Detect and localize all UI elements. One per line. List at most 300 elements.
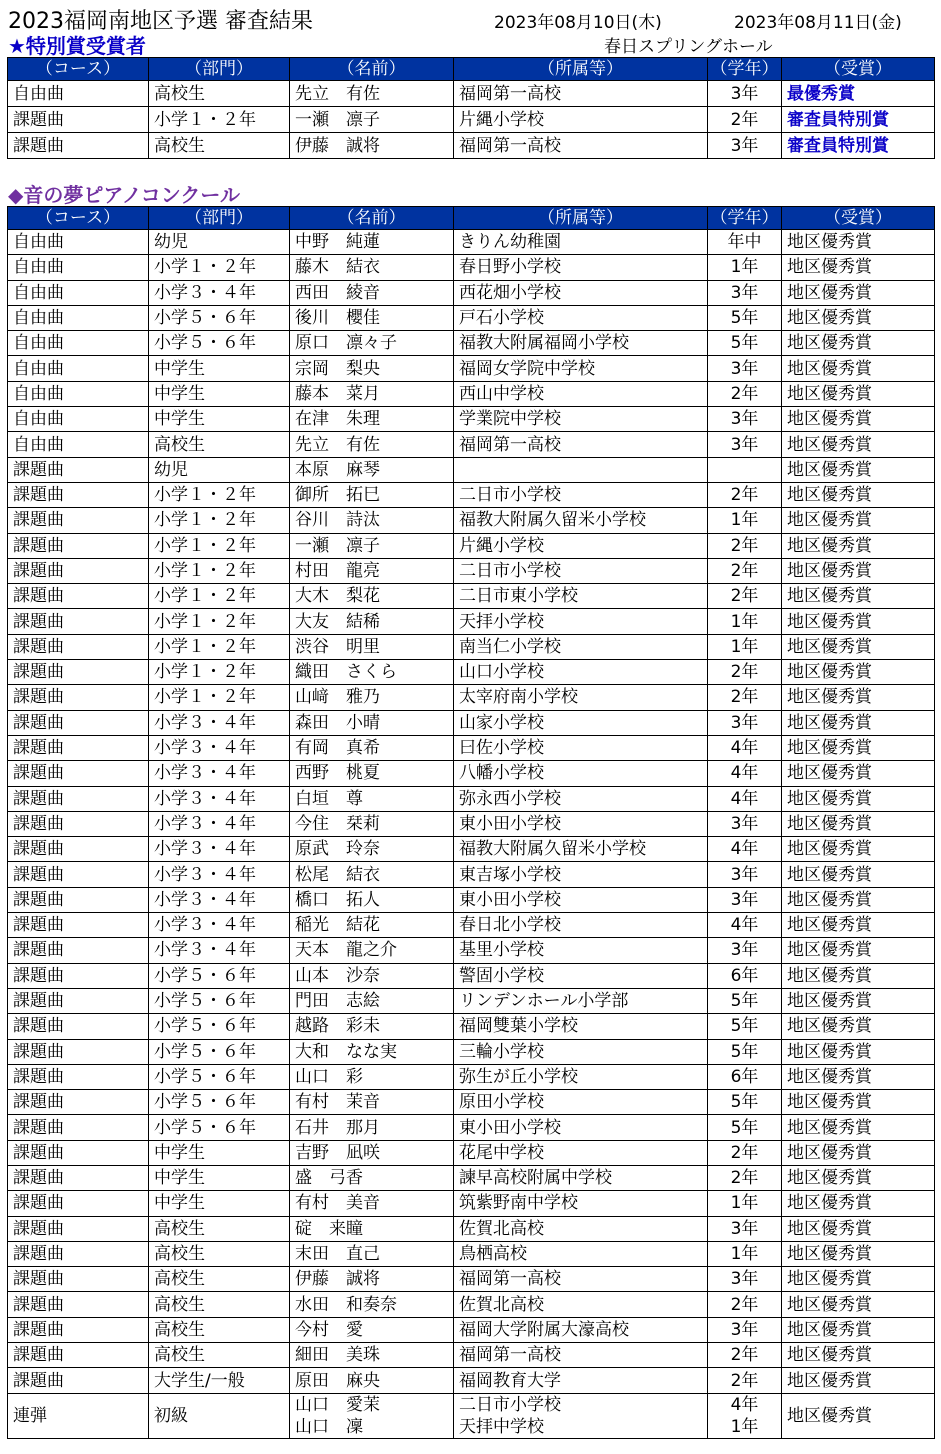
cell-name-2: 山口 凜: [295, 1416, 363, 1437]
cell-course: 課題曲: [8, 735, 149, 760]
table-row: [8, 1368, 935, 1393]
cell-name: 山本 沙奈: [290, 963, 454, 988]
cell-course: 課題曲: [8, 1368, 149, 1393]
special-awards-body: [8, 81, 935, 159]
cell-course: 課題曲: [8, 1343, 149, 1368]
cell-name: 宗岡 梨央: [290, 356, 454, 381]
cell-course: 課題曲: [8, 913, 149, 938]
table-row: [8, 963, 935, 988]
cell-name: 後川 櫻佳: [290, 305, 454, 330]
cell-grade: 1年: [708, 255, 782, 280]
cell-name: 今住 栞莉: [290, 811, 454, 836]
cell-award: 地区優秀賞: [782, 255, 935, 280]
cell-grade: 2年: [708, 107, 782, 133]
cell-award: 地区優秀賞: [782, 381, 935, 406]
cell-affiliation: 筑紫野南中学校: [454, 1191, 708, 1216]
table-row: [8, 81, 935, 107]
cell-award: 地区優秀賞: [782, 1343, 935, 1368]
cell-course: 課題曲: [8, 508, 149, 533]
cell-course: 課題曲: [8, 558, 149, 583]
cell-division: 小学５・６年: [149, 1064, 290, 1089]
table-row: [8, 381, 935, 406]
cell-grade: 年中: [708, 230, 782, 255]
table-row: [8, 710, 935, 735]
cell-name: 今村 愛: [290, 1317, 454, 1342]
table-row: [8, 107, 935, 133]
cell-division: 小学３・４年: [149, 786, 290, 811]
cell-division: 大学生/一般: [149, 1368, 290, 1393]
table-row: [8, 305, 935, 330]
table-row: [8, 735, 935, 760]
cell-grade: 5年: [708, 1039, 782, 1064]
cell-course: 課題曲: [8, 786, 149, 811]
cell-affiliation: 福岡第一高校: [454, 1343, 708, 1368]
cell-division: 小学５・６年: [149, 1039, 290, 1064]
table-row: [8, 811, 935, 836]
cell-affiliation: 鳥栖高校: [454, 1241, 708, 1266]
cell-affiliation: 二日市小学校: [454, 558, 708, 583]
cell-award: 地区優秀賞: [782, 660, 935, 685]
cell-award: 地区優秀賞: [782, 1241, 935, 1266]
cell-affiliation: きりん幼稚園: [454, 230, 708, 255]
cell-division: 小学５・６年: [149, 305, 290, 330]
col-header-affiliation: （所属等）: [454, 207, 708, 230]
cell-affiliation: 春日野小学校: [454, 255, 708, 280]
cell-name: 先立 有佐: [290, 81, 454, 107]
cell-affiliation: 福岡第一高校: [454, 432, 708, 457]
cell-name: 先立 有佐: [290, 432, 454, 457]
cell-name: 水田 和奏奈: [290, 1292, 454, 1317]
cell-course: 自由曲: [8, 81, 149, 107]
cell-name: 大和 なな実: [290, 1039, 454, 1064]
cell-division: 小学１・２年: [149, 634, 290, 659]
cell-award: 地区優秀賞: [782, 356, 935, 381]
cell-grade: 4年: [708, 837, 782, 862]
cell-grade: 4年: [708, 761, 782, 786]
cell-affiliation: 福岡女学院中学校: [454, 356, 708, 381]
cell-name: 松尾 結衣: [290, 862, 454, 887]
cell-affiliation: 三輪小学校: [454, 1039, 708, 1064]
cell-name: 石井 那月: [290, 1115, 454, 1140]
cell-grade: 3年: [708, 887, 782, 912]
cell-grade: [708, 457, 782, 482]
cell-division: 初級: [149, 1393, 290, 1438]
cell-award: 地区優秀賞: [782, 1039, 935, 1064]
cell-affiliation-2: 天拝中学校: [459, 1416, 544, 1437]
cell-grade: 5年: [708, 331, 782, 356]
cell-name: 一瀬 凛子: [290, 107, 454, 133]
cell-division: 高校生: [149, 1343, 290, 1368]
cell-course: 課題曲: [8, 1140, 149, 1165]
cell-award: 地区優秀賞: [782, 1267, 935, 1292]
cell-name: 一瀬 凛子: [290, 533, 454, 558]
cell-affiliation: 春日北小学校: [454, 913, 708, 938]
cell-grade-1: 4年: [730, 1394, 759, 1415]
col-header-division: （部門）: [149, 58, 290, 81]
cell-affiliation: 花尾中学校: [454, 1140, 708, 1165]
cell-affiliation: 山家小学校: [454, 710, 708, 735]
cell-division: 小学５・６年: [149, 988, 290, 1013]
cell-grade: 1年: [708, 634, 782, 659]
cell-course: 課題曲: [8, 1165, 149, 1190]
cell-award: 地区優秀賞: [782, 533, 935, 558]
cell-course: 自由曲: [8, 255, 149, 280]
table-row: [8, 432, 935, 457]
contest-results-table: [7, 206, 935, 1439]
event-date-2: 2023年08月11日(金): [734, 13, 902, 33]
cell-affiliation: 原田小学校: [454, 1090, 708, 1115]
cell-affiliation: 福岡雙葉小学校: [454, 1014, 708, 1039]
cell-grade: 2年: [708, 1165, 782, 1190]
cell-grade: 4年: [708, 913, 782, 938]
cell-grade: 2年: [708, 584, 782, 609]
table-row: [8, 533, 935, 558]
cell-affiliation: 基里小学校: [454, 938, 708, 963]
cell-course: 課題曲: [8, 862, 149, 887]
cell-name: 原武 玲奈: [290, 837, 454, 862]
cell-division: 小学３・４年: [149, 913, 290, 938]
cell-award: 地区優秀賞: [782, 1216, 935, 1241]
table-row: [8, 1216, 935, 1241]
table-row: [8, 887, 935, 912]
cell-affiliation: 曰佐小学校: [454, 735, 708, 760]
cell-affiliation: 福岡教育大学: [454, 1368, 708, 1393]
table-row: [8, 837, 935, 862]
cell-course: 課題曲: [8, 811, 149, 836]
cell-course: 課題曲: [8, 1115, 149, 1140]
venue-name: 春日スプリングホール: [604, 37, 773, 57]
cell-grade: 5年: [708, 1090, 782, 1115]
cell-award: 地区優秀賞: [782, 1292, 935, 1317]
cell-course: 課題曲: [8, 1039, 149, 1064]
table-row: [8, 482, 935, 507]
cell-name: 橋口 拓人: [290, 887, 454, 912]
cell-affiliation: 福教大附属福岡小学校: [454, 331, 708, 356]
cell-award: 地区優秀賞: [782, 1191, 935, 1216]
cell-affiliation: 福岡大学附属大濠高校: [454, 1317, 708, 1342]
table-row: [8, 1267, 935, 1292]
cell-award: 地区優秀賞: [782, 988, 935, 1013]
cell-award: 地区優秀賞: [782, 938, 935, 963]
cell-grade: 3年: [708, 356, 782, 381]
cell-affiliation: 八幡小学校: [454, 761, 708, 786]
cell-award: 地区優秀賞: [782, 811, 935, 836]
cell-name: 本原 麻琴: [290, 457, 454, 482]
cell-division: 小学１・２年: [149, 107, 290, 133]
cell-grade: 2年: [708, 1343, 782, 1368]
cell-name: 西野 桃夏: [290, 761, 454, 786]
cell-grade: 3年: [708, 1317, 782, 1342]
table-row: [8, 1014, 935, 1039]
cell-course: 課題曲: [8, 107, 149, 133]
cell-course: 自由曲: [8, 356, 149, 381]
cell-division: 小学３・４年: [149, 862, 290, 887]
cell-division: 小学５・６年: [149, 963, 290, 988]
col-header-name: （名前）: [290, 207, 454, 230]
cell-name: 谷川 詩汰: [290, 508, 454, 533]
cell-course: 自由曲: [8, 230, 149, 255]
table-row: [8, 1343, 935, 1368]
table-row: [8, 508, 935, 533]
cell-affiliation: 警固小学校: [454, 963, 708, 988]
cell-affiliation: 諫早高校附属中学校: [454, 1165, 708, 1190]
cell-name: 織田 さくら: [290, 660, 454, 685]
cell-grade: 2年: [708, 533, 782, 558]
cell-division: 高校生: [149, 81, 290, 107]
cell-award: 地区優秀賞: [782, 634, 935, 659]
cell-affiliation: リンデンホール小学部: [454, 988, 708, 1013]
cell-course: 課題曲: [8, 1317, 149, 1342]
cell-grades: [708, 1393, 782, 1438]
cell-name: 大木 梨花: [290, 584, 454, 609]
cell-affiliation: 福岡第一高校: [454, 1267, 708, 1292]
cell-award: 地区優秀賞: [782, 862, 935, 887]
cell-grade: 3年: [708, 407, 782, 432]
col-header-course: （コース）: [8, 58, 149, 81]
cell-affiliation: 福教大附属久留米小学校: [454, 508, 708, 533]
cell-division: 高校生: [149, 1317, 290, 1342]
table-row: [8, 660, 935, 685]
table-row: [8, 255, 935, 280]
cell-grade: 3年: [708, 133, 782, 159]
cell-division: 小学３・４年: [149, 938, 290, 963]
cell-award: 地区優秀賞: [782, 280, 935, 305]
table-row: [8, 609, 935, 634]
cell-name: 渋谷 明里: [290, 634, 454, 659]
cell-grade: 4年: [708, 786, 782, 811]
cell-division: 小学３・４年: [149, 761, 290, 786]
cell-affiliations: [454, 1393, 708, 1438]
cell-grade: 1年: [708, 1241, 782, 1266]
cell-affiliation: 二日市東小学校: [454, 584, 708, 609]
cell-award: 地区優秀賞: [782, 1317, 935, 1342]
table-row: [8, 1241, 935, 1266]
cell-name: 在津 朱理: [290, 407, 454, 432]
cell-award: 地区優秀賞: [782, 1014, 935, 1039]
cell-award: 地区優秀賞: [782, 887, 935, 912]
cell-grade: 3年: [708, 862, 782, 887]
cell-affiliation: 山口小学校: [454, 660, 708, 685]
cell-course: 課題曲: [8, 1216, 149, 1241]
cell-award: 地区優秀賞: [782, 1165, 935, 1190]
cell-course: 課題曲: [8, 1267, 149, 1292]
col-header-affiliation: （所属等）: [454, 58, 708, 81]
cell-grade: 5年: [708, 305, 782, 330]
cell-grade: 2年: [708, 381, 782, 406]
cell-course: 課題曲: [8, 1014, 149, 1039]
cell-course: 自由曲: [8, 407, 149, 432]
cell-division: 高校生: [149, 1216, 290, 1241]
table-row: [8, 1140, 935, 1165]
cell-affiliation: 戸石小学校: [454, 305, 708, 330]
cell-award: 地区優秀賞: [782, 407, 935, 432]
cell-division: 高校生: [149, 432, 290, 457]
cell-division: 中学生: [149, 1191, 290, 1216]
cell-course: 課題曲: [8, 1064, 149, 1089]
cell-name: 西田 綾音: [290, 280, 454, 305]
cell-award: 地区優秀賞: [782, 1090, 935, 1115]
table-row: [8, 988, 935, 1013]
page-title: 2023福岡南地区予選 審査結果: [8, 9, 313, 34]
cell-grade: 3年: [708, 811, 782, 836]
cell-division: 小学１・２年: [149, 685, 290, 710]
table-row: [8, 1165, 935, 1190]
cell-division: 中学生: [149, 1140, 290, 1165]
cell-grade: 4年: [708, 735, 782, 760]
cell-grade: 3年: [708, 710, 782, 735]
cell-course: 課題曲: [8, 761, 149, 786]
cell-name: 越路 彩未: [290, 1014, 454, 1039]
cell-course: 課題曲: [8, 1090, 149, 1115]
cell-division: 小学３・４年: [149, 811, 290, 836]
cell-affiliation: 西花畑小学校: [454, 280, 708, 305]
cell-division: 小学３・４年: [149, 887, 290, 912]
cell-affiliation: [454, 457, 708, 482]
cell-division: 小学１・２年: [149, 482, 290, 507]
cell-grade: 2年: [708, 1140, 782, 1165]
cell-name: 中野 純蓮: [290, 230, 454, 255]
cell-grade: 2年: [708, 685, 782, 710]
special-awards-heading: ★特別賞受賞者: [8, 34, 146, 58]
cell-grade: 1年: [708, 609, 782, 634]
table-row: [8, 280, 935, 305]
contest-results-body: [8, 230, 935, 1394]
cell-course: 連弾: [8, 1393, 149, 1438]
cell-name: 山﨑 雅乃: [290, 685, 454, 710]
table-row: [8, 913, 935, 938]
cell-award: 地区優秀賞: [782, 1064, 935, 1089]
cell-affiliation: 東吉塚小学校: [454, 862, 708, 887]
cell-division: 中学生: [149, 356, 290, 381]
cell-award: 地区優秀賞: [782, 837, 935, 862]
cell-division: 小学５・６年: [149, 331, 290, 356]
cell-affiliation: 東小田小学校: [454, 887, 708, 912]
cell-grade: 3年: [708, 81, 782, 107]
cell-grade: 2年: [708, 1292, 782, 1317]
cell-grade: 5年: [708, 988, 782, 1013]
cell-division: 小学１・２年: [149, 255, 290, 280]
cell-name: 大友 結稀: [290, 609, 454, 634]
cell-affiliation: 学業院中学校: [454, 407, 708, 432]
cell-name: 原田 麻央: [290, 1368, 454, 1393]
contest-header-row: [8, 207, 935, 230]
cell-division: 小学１・２年: [149, 533, 290, 558]
col-header-course: （コース）: [8, 207, 149, 230]
cell-award: 地区優秀賞: [782, 558, 935, 583]
cell-name: 細田 美珠: [290, 1343, 454, 1368]
cell-grade: 2年: [708, 1368, 782, 1393]
cell-grade: 2年: [708, 558, 782, 583]
cell-name: 盛 弓香: [290, 1165, 454, 1190]
special-awards-table: [7, 57, 935, 159]
table-row: [8, 407, 935, 432]
cell-affiliation: 天拝小学校: [454, 609, 708, 634]
special-header-row: [8, 58, 935, 81]
cell-course: 課題曲: [8, 584, 149, 609]
cell-division: 中学生: [149, 407, 290, 432]
cell-name: 伊藤 誠将: [290, 133, 454, 159]
cell-course: 自由曲: [8, 331, 149, 356]
cell-award: 最優秀賞: [782, 81, 935, 107]
cell-affiliation: 佐賀北高校: [454, 1216, 708, 1241]
table-row: [8, 331, 935, 356]
cell-award: 地区優秀賞: [782, 710, 935, 735]
cell-division: 小学１・２年: [149, 660, 290, 685]
cell-affiliation: 東小田小学校: [454, 811, 708, 836]
table-row: [8, 786, 935, 811]
cell-award: 地区優秀賞: [782, 913, 935, 938]
cell-name: 御所 拓巳: [290, 482, 454, 507]
cell-course: 課題曲: [8, 1292, 149, 1317]
cell-name-1: 山口 愛茉: [295, 1394, 380, 1415]
cell-award: 地区優秀賞: [782, 786, 935, 811]
table-row: [8, 457, 935, 482]
cell-affiliation-1: 二日市小学校: [459, 1394, 561, 1415]
col-header-award: （受賞）: [782, 207, 935, 230]
cell-name: 藤本 菜月: [290, 381, 454, 406]
cell-division: 中学生: [149, 381, 290, 406]
cell-award: 地区優秀賞: [782, 1393, 935, 1438]
cell-affiliation: 福岡第一高校: [454, 133, 708, 159]
cell-grade: 3年: [708, 938, 782, 963]
cell-affiliation: 福教大附属久留米小学校: [454, 837, 708, 862]
cell-course: 課題曲: [8, 837, 149, 862]
cell-name: 天本 龍之介: [290, 938, 454, 963]
col-header-grade: （学年）: [708, 207, 782, 230]
cell-affiliation: 弥生が丘小学校: [454, 1064, 708, 1089]
cell-name: 末田 直己: [290, 1241, 454, 1266]
cell-affiliation: 二日市小学校: [454, 482, 708, 507]
cell-award: 地区優秀賞: [782, 230, 935, 255]
cell-division: 幼児: [149, 457, 290, 482]
cell-division: 高校生: [149, 1267, 290, 1292]
table-row: [8, 634, 935, 659]
cell-affiliation: 片縄小学校: [454, 107, 708, 133]
cell-grade: 1年: [708, 1191, 782, 1216]
cell-grade: 3年: [708, 280, 782, 305]
cell-award: 審査員特別賞: [782, 133, 935, 159]
cell-award: 地区優秀賞: [782, 1368, 935, 1393]
cell-name: 有村 茉音: [290, 1090, 454, 1115]
cell-grade: 3年: [708, 1267, 782, 1292]
cell-name: 森田 小晴: [290, 710, 454, 735]
cell-course: 課題曲: [8, 660, 149, 685]
table-row: [8, 230, 935, 255]
cell-division: 小学５・６年: [149, 1014, 290, 1039]
table-row: [8, 1039, 935, 1064]
cell-course: 自由曲: [8, 381, 149, 406]
cell-division: 小学１・２年: [149, 508, 290, 533]
cell-division: 高校生: [149, 1241, 290, 1266]
cell-course: 課題曲: [8, 634, 149, 659]
cell-course: 自由曲: [8, 305, 149, 330]
cell-award: 地区優秀賞: [782, 609, 935, 634]
cell-award: 地区優秀賞: [782, 685, 935, 710]
cell-affiliation: 太宰府南小学校: [454, 685, 708, 710]
col-header-grade: （学年）: [708, 58, 782, 81]
cell-award: 地区優秀賞: [782, 1115, 935, 1140]
cell-course: 課題曲: [8, 988, 149, 1013]
cell-award: 地区優秀賞: [782, 508, 935, 533]
table-row: [8, 1191, 935, 1216]
cell-course: 自由曲: [8, 432, 149, 457]
table-row: [8, 1064, 935, 1089]
cell-division: 小学３・４年: [149, 710, 290, 735]
cell-division: 小学５・６年: [149, 1090, 290, 1115]
cell-division: 小学１・２年: [149, 558, 290, 583]
cell-award: 地区優秀賞: [782, 432, 935, 457]
contest-heading: ◆音の夢ピアノコンクール: [8, 183, 240, 207]
